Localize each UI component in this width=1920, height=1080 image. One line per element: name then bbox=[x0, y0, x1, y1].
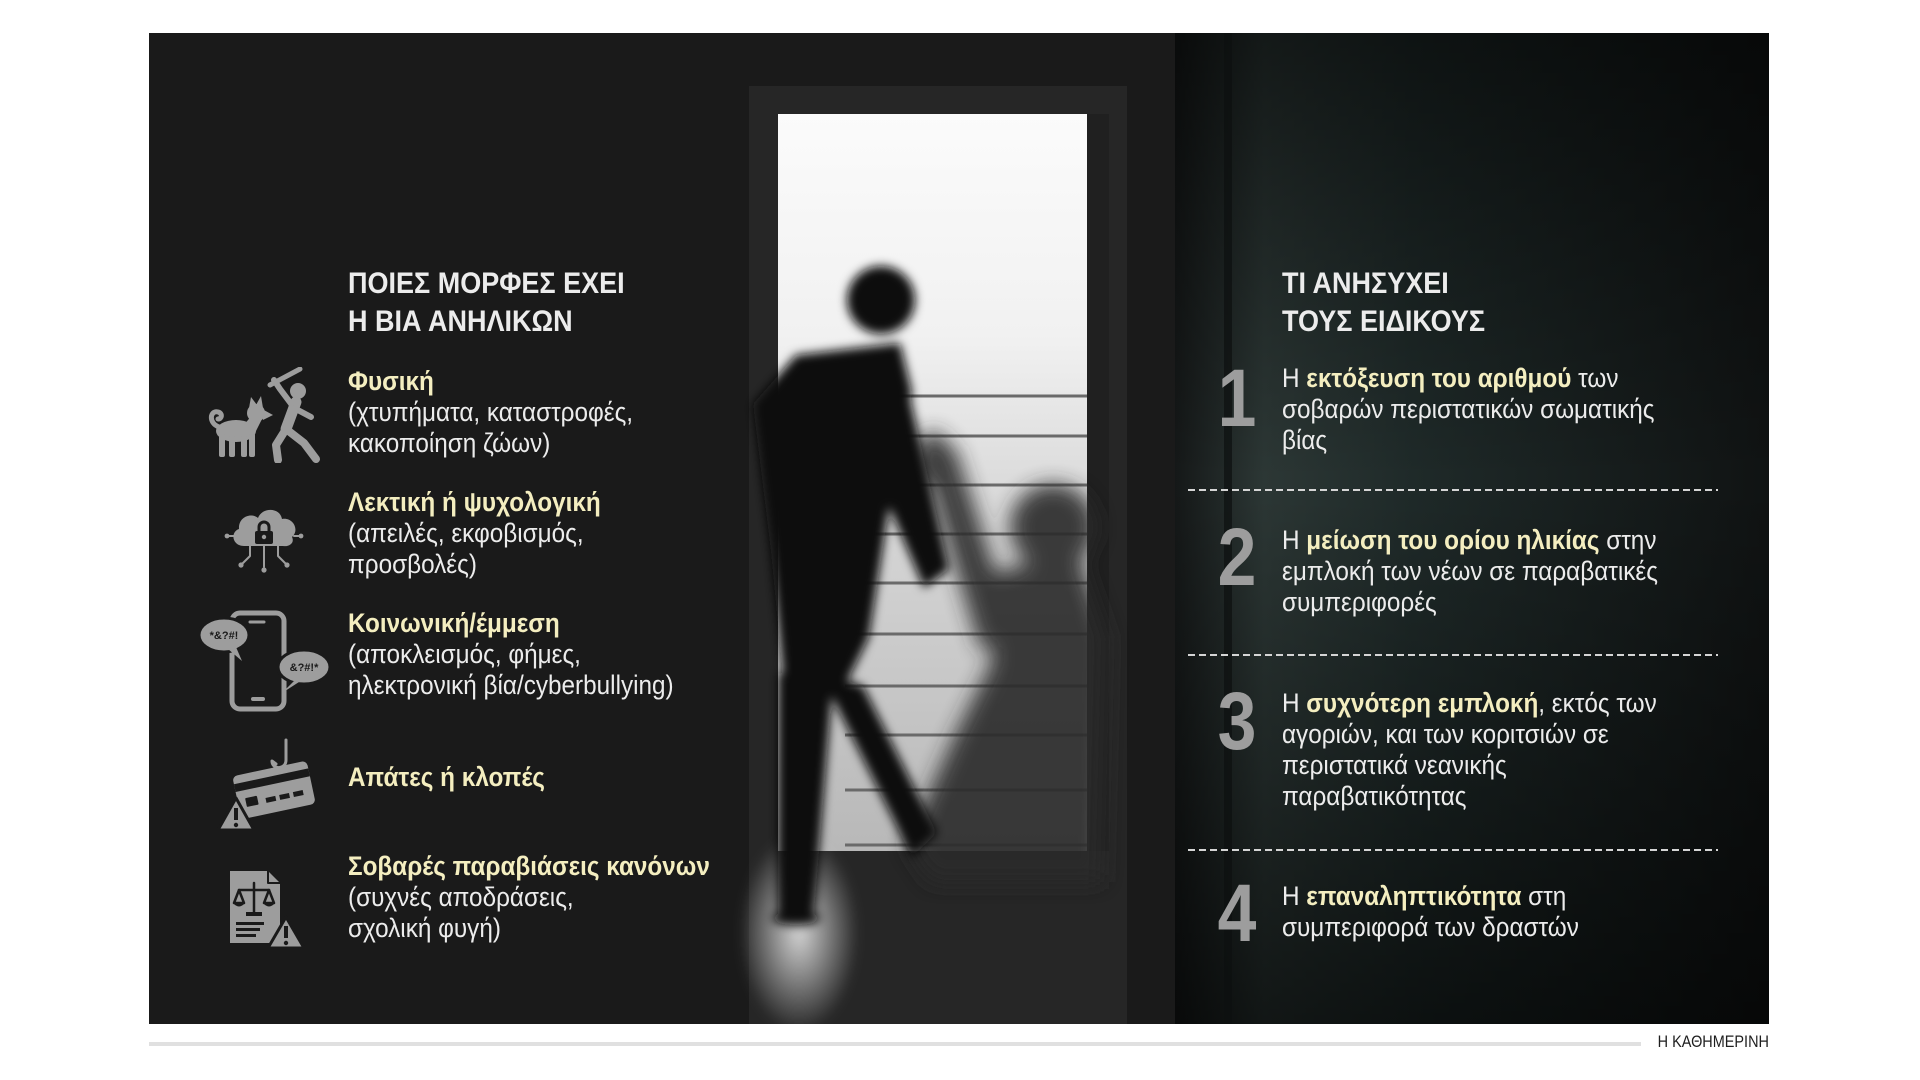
concern-text: Η bbox=[1282, 688, 1307, 718]
concern-line: αγοριών, και των κοριτσιών σε bbox=[1282, 719, 1609, 749]
concern-number: 3 bbox=[1217, 676, 1257, 767]
concern-text: , εκτός των bbox=[1538, 688, 1657, 718]
violence-type-detail: (αποκλεισμός, φήμες, bbox=[348, 639, 581, 669]
violence-type-rule-violations bbox=[348, 851, 710, 944]
concern-text: Η bbox=[1282, 881, 1307, 911]
concern-line: βίας bbox=[1282, 425, 1328, 455]
concern-text: Η bbox=[1282, 363, 1307, 393]
speech-bubble-left bbox=[199, 618, 249, 661]
concern-item bbox=[1282, 525, 1658, 618]
violence-type-detail: σχολική φυγή) bbox=[348, 913, 501, 943]
violence-type-social-indirect bbox=[348, 608, 674, 701]
concern-line: περιστατικά νεανικής bbox=[1282, 750, 1507, 780]
left-title bbox=[348, 265, 625, 341]
speech-bubble-text: &?#!* bbox=[289, 662, 319, 674]
right-title-line: ΤΟΥΣ ΕΙΔΙΚΟΥΣ bbox=[1282, 305, 1486, 338]
violence-type-label: Σοβαρές παραβιάσεις κανόνων bbox=[348, 851, 710, 881]
right-title-line: ΤΙ ΑΝΗΣΥΧΕΙ bbox=[1282, 267, 1449, 300]
concern-text: στην bbox=[1599, 525, 1657, 555]
concern-number: 4 bbox=[1217, 868, 1257, 959]
left-title-line: ΠΟΙΕΣ ΜΟΡΦΕΣ ΕΧΕΙ bbox=[348, 267, 625, 300]
cloud-lock-icon bbox=[224, 500, 304, 576]
concern-lead-line bbox=[1282, 881, 1579, 912]
dashed-divider bbox=[1188, 849, 1718, 851]
concern-item bbox=[1282, 688, 1657, 812]
violence-type-detail: κακοποίηση ζώων) bbox=[348, 428, 551, 458]
violence-type-label: Φυσική bbox=[348, 366, 434, 396]
violence-type-physical bbox=[348, 366, 633, 459]
violence-type-verbal-psychological bbox=[348, 487, 601, 580]
violence-type-detail: (απειλές, εκφοβισμός, bbox=[348, 518, 584, 548]
dashed-divider bbox=[1188, 489, 1718, 491]
footer-rule bbox=[149, 1042, 1641, 1046]
violence-type-fraud-theft bbox=[348, 762, 545, 793]
concern-line: παραβατικότητας bbox=[1282, 781, 1467, 811]
concern-number: 2 bbox=[1217, 512, 1257, 603]
concern-lead-line bbox=[1282, 525, 1658, 556]
phone-speech-bubbles-icon bbox=[198, 609, 331, 713]
concern-lead-line bbox=[1282, 688, 1657, 719]
concern-line: σοβαρών περιστατικών σωματικής bbox=[1282, 394, 1655, 424]
concern-highlight: συχνότερη εμπλοκή bbox=[1306, 688, 1539, 718]
dashed-divider bbox=[1188, 654, 1718, 656]
violence-type-detail: (χτυπήματα, καταστροφές, bbox=[348, 397, 634, 427]
concern-highlight: επαναληπτικότητα bbox=[1306, 881, 1522, 911]
concern-line: συμπεριφορά των δραστών bbox=[1282, 912, 1579, 942]
infographic-panel bbox=[149, 33, 1769, 1024]
legal-document-warning-icon bbox=[224, 867, 306, 950]
concern-highlight: εκτόξευση του αριθμού bbox=[1306, 363, 1572, 393]
violence-type-label: Απάτες ή κλοπές bbox=[348, 762, 545, 792]
violence-type-label: Λεκτική ή ψυχολογική bbox=[348, 487, 601, 517]
violence-type-detail: ηλεκτρονική βία/cyberbullying) bbox=[348, 670, 674, 700]
concern-highlight: μείωση του ορίου ηλικίας bbox=[1306, 525, 1600, 555]
concern-lead-line bbox=[1282, 363, 1654, 394]
speech-bubble-text: *&?#! bbox=[209, 630, 239, 642]
concern-line: συμπεριφορές bbox=[1282, 587, 1437, 617]
right-title bbox=[1282, 265, 1485, 341]
publisher-credit: Η ΚΑΘΗΜΕΡΙΝΗ bbox=[1657, 1032, 1769, 1051]
concern-text: στη bbox=[1521, 881, 1567, 911]
concern-text: των bbox=[1571, 363, 1619, 393]
violence-type-label: Κοινωνική/έμμεση bbox=[348, 608, 560, 638]
concern-item bbox=[1282, 363, 1654, 456]
concern-text: Η bbox=[1282, 525, 1307, 555]
hooked-credit-card-warning-icon bbox=[214, 738, 316, 833]
left-title-line: Η ΒΙΑ ΑΝΗΛΙΚΩΝ bbox=[348, 305, 573, 338]
violence-type-detail: (συχνές αποδράσεις, bbox=[348, 882, 574, 912]
dog-and-person-with-stick-icon bbox=[206, 367, 321, 463]
concern-number: 1 bbox=[1217, 353, 1257, 444]
concern-line: εμπλοκή των νέων σε παραβατικές bbox=[1282, 556, 1658, 586]
concern-item bbox=[1282, 881, 1579, 943]
violence-type-detail: προσβολές) bbox=[348, 549, 477, 579]
